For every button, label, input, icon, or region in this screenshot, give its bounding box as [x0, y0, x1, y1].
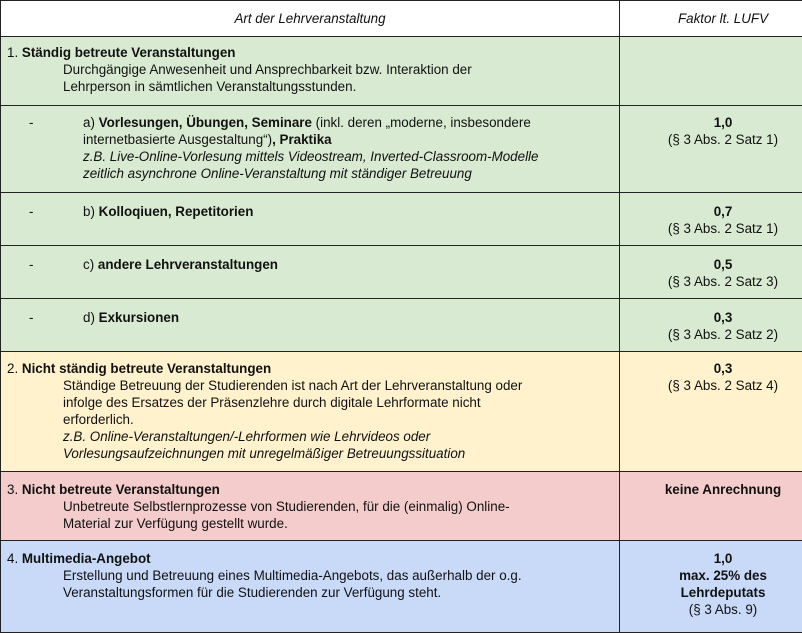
item-1c-factor: 0,5	[713, 257, 733, 272]
section-2-reference: (§ 3 Abs. 2 Satz 4)	[667, 378, 779, 393]
section-4-factor-cell	[620, 541, 802, 633]
section-3-title: Nicht betreute Veranstaltungen	[21, 482, 220, 497]
item-1b-title: Kolloqiuen, Repetitorien	[98, 204, 254, 219]
item-1a-factor: 1,0	[713, 115, 733, 130]
item-1a-title-2: , Praktika	[272, 132, 332, 147]
section-2-example-1: z.B. Online-Veranstaltungen/-Lehrformen wie Lehrvideos oder	[63, 429, 431, 444]
item-1c-factor-cell	[620, 246, 802, 299]
section-1c-cell	[1, 246, 620, 299]
section-2-desc-1: Ständige Betreuung der Studierenden ist nach Art der Lehrveranstaltung oder	[63, 378, 523, 393]
item-1c-reference: (§ 3 Abs. 2 Satz 3)	[667, 274, 779, 289]
section-1-cell	[1, 37, 620, 106]
section-2-factor: 0,3	[713, 361, 733, 376]
section-1d-cell	[1, 299, 620, 352]
list-dash: -	[29, 310, 34, 325]
section-1b-cell	[1, 193, 620, 246]
section-4-desc-1: Erstellung und Betreuung eines Multimedia-Angebots, das außerhalb der o.g.	[63, 568, 522, 583]
item-1b-reference: (§ 3 Abs. 2 Satz 1)	[667, 221, 779, 236]
section-4-number: 4.	[7, 551, 19, 566]
item-1a-title: Vorlesungen, Übungen, Seminare	[98, 115, 312, 130]
section-1a-cell	[1, 106, 620, 193]
table-header-row	[1, 1, 802, 37]
section-1a-row	[1, 106, 802, 193]
section-4-cap-1: max. 25% des	[679, 568, 767, 583]
section-3-number: 3.	[7, 482, 19, 497]
section-2-example-2: Vorlesungsaufzeichnungen mit unregelmäßiger Betreuungssituation	[63, 446, 466, 461]
section-4-row	[1, 541, 802, 633]
section-2-cell	[1, 352, 620, 472]
section-3-row	[1, 472, 802, 541]
section-3-desc-1: Unbetreute Selbstlernprozesse von Studierenden, für die (einmalig) Online-	[63, 499, 510, 514]
item-1a-factor-cell	[620, 106, 802, 193]
section-1-number: 1.	[7, 45, 19, 60]
item-1a-note-1: (inkl. deren „moderne, insbesondere	[311, 115, 531, 130]
list-dash: -	[29, 115, 34, 130]
item-1d-prefix: d)	[83, 310, 95, 325]
section-1-desc-1: Durchgängige Anwesenheit und Ansprechbarkeit bzw. Interaktion der	[63, 62, 472, 77]
item-1c-prefix: c)	[83, 257, 95, 272]
section-2-desc-3: erforderlich.	[63, 412, 134, 427]
item-1c-title: andere Lehrveranstaltungen	[97, 257, 278, 272]
item-1a-example-2: zeitlich asynchrone Online-Veranstaltung mit ständiger Betreuung	[83, 166, 472, 181]
header-type: Art der Lehrveranstaltung	[1, 1, 620, 37]
list-dash: -	[29, 204, 34, 219]
section-2-desc-2: infolge des Ersatzes der Präsenzlehre durch digitale Lehrformate nicht	[63, 395, 481, 410]
section-2-number: 2.	[7, 361, 19, 376]
section-2-title: Nicht ständig betreute Veranstaltungen	[21, 361, 272, 376]
section-4-factor: 1,0	[713, 551, 733, 566]
section-1-desc-2: Lehrperson in sämtlichen Veranstaltungsstunden.	[63, 79, 357, 94]
section-2-factor-cell	[620, 352, 802, 472]
item-1a-prefix: a)	[83, 115, 95, 130]
section-4-cell	[1, 541, 620, 633]
item-1b-factor-cell	[620, 193, 802, 246]
item-1b-factor: 0,7	[713, 204, 733, 219]
item-1a-reference: (§ 3 Abs. 2 Satz 1)	[667, 132, 779, 147]
section-2-row	[1, 352, 802, 472]
item-1d-reference: (§ 3 Abs. 2 Satz 2)	[667, 327, 779, 342]
section-3-factor: keine Anrechnung	[664, 482, 782, 497]
section-3-factor-cell	[620, 472, 802, 541]
header-factor: Faktor lt. LUFV	[620, 1, 802, 37]
item-1a-note-2: internetbasierte Ausgestaltung“)	[83, 132, 273, 147]
section-4-title: Multimedia-Angebot	[21, 551, 151, 566]
section-1b-row	[1, 193, 802, 246]
section-3-desc-2: Material zur Verfügung gestellt wurde.	[63, 516, 288, 531]
section-1c-row	[1, 246, 802, 299]
section-4-reference: (§ 3 Abs. 9)	[688, 602, 758, 617]
section-4-desc-2: Veranstaltungsformen für die Studierenden zur Verfügung steht.	[63, 585, 442, 600]
list-dash: -	[29, 257, 34, 272]
item-1d-title: Exkursionen	[98, 310, 180, 325]
section-1-factor-cell	[620, 37, 802, 106]
item-1a-example-1: z.B. Live-Online-Vorlesung mittels Videostream, Inverted-Classroom-Modelle	[83, 149, 539, 164]
section-1-title: Ständig betreute Veranstaltungen	[21, 45, 236, 60]
item-1b-prefix: b)	[83, 204, 95, 219]
section-3-cell	[1, 472, 620, 541]
item-1d-factor-cell	[620, 299, 802, 352]
section-1-row	[1, 37, 802, 106]
item-1d-factor: 0,3	[713, 310, 733, 325]
section-1d-row	[1, 299, 802, 352]
section-4-cap-2: Lehrdeputats	[680, 585, 766, 600]
